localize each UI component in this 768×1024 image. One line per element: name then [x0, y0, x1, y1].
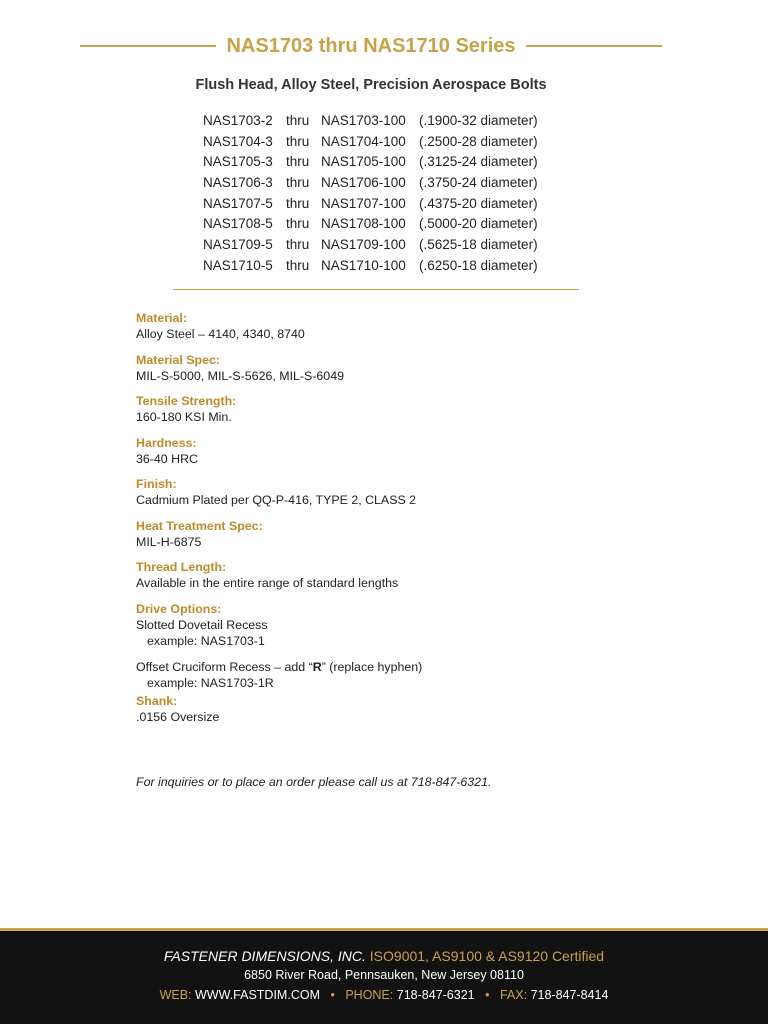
spec-material: [136, 311, 696, 343]
part-to: NAS1706-100: [321, 174, 406, 190]
part-thru: thru: [286, 216, 310, 232]
part-thru: thru: [286, 154, 310, 170]
spec-value: 160-180 KSI Min.: [136, 410, 232, 424]
web-label: WEB:: [159, 988, 192, 1002]
certifications: ISO9001, AS9100 & AS9120 Certified: [369, 948, 605, 964]
part-thru: thru: [286, 133, 310, 149]
footer-company-line: [0, 948, 768, 964]
part-row: [203, 110, 538, 131]
spec-value: MIL-H-6875: [136, 534, 202, 549]
spec-value: .0156 Oversize: [136, 709, 220, 724]
drive-option-offset-suffix: ” (replace hyphen): [321, 659, 423, 674]
part-row: [203, 151, 538, 172]
separator-dot: •: [330, 988, 335, 1002]
spec-label: Tensile Strength:: [136, 394, 237, 408]
spacer: [136, 650, 696, 659]
part-from: NAS1710-5: [203, 257, 273, 273]
spec-thread-length: [136, 560, 696, 592]
part-to: NAS1704-100: [321, 133, 406, 149]
part-from: NAS1705-3: [203, 154, 273, 170]
part-thru: thru: [286, 112, 310, 128]
footer-address: 6850 River Road, Pennsauken, New Jersey 08110: [244, 968, 524, 982]
part-diameter: (.5000-20 diameter): [419, 216, 538, 232]
fax-number: 718-847-8414: [530, 988, 609, 1002]
spec-value: Available in the entire range of standard lengths: [136, 576, 399, 590]
part-diameter: (.3750-24 diameter): [419, 174, 538, 190]
part-from: NAS1703-2: [203, 112, 273, 128]
part-to: NAS1709-100: [321, 236, 406, 252]
part-diameter: (.1900-32 diameter): [419, 112, 538, 128]
separator-dot: •: [485, 988, 490, 1002]
part-to: NAS1707-100: [321, 195, 406, 211]
part-thru: thru: [286, 236, 310, 252]
part-to: NAS1708-100: [321, 216, 406, 232]
title-rule-right: [526, 45, 662, 47]
spec-tensile-strength: [136, 394, 696, 426]
part-row: [203, 213, 538, 234]
part-row: [203, 172, 538, 193]
company-name: FASTENER DIMENSIONS, INC.: [163, 948, 366, 964]
part-from: NAS1708-5: [203, 216, 273, 232]
part-to: NAS1703-100: [321, 112, 406, 128]
drive-option-offset-prefix: Offset Cruciform Recess – add “: [136, 659, 313, 674]
spec-drive-options: [136, 602, 696, 692]
title-rule-left: [80, 45, 216, 47]
drive-option-offset-example: example: NAS1703-1R: [147, 676, 274, 690]
part-to: NAS1710-100: [321, 257, 406, 273]
spec-finish: [136, 477, 696, 509]
parts-table: [203, 110, 538, 276]
part-row: [203, 131, 538, 152]
part-diameter: (.2500-28 diameter): [419, 133, 538, 149]
page-title: NAS1703 thru NAS1710 Series: [226, 34, 516, 57]
spec-label: Material:: [136, 311, 187, 325]
spec-value: 36-40 HRC: [136, 451, 198, 466]
part-thru: thru: [286, 195, 310, 211]
phone-label: PHONE:: [345, 988, 394, 1002]
part-thru: thru: [286, 257, 310, 273]
part-row: [203, 234, 538, 255]
spec-shank: [136, 694, 696, 726]
part-from: NAS1704-3: [203, 133, 273, 149]
part-row: [203, 193, 538, 214]
drive-option-offset-bold: R: [312, 659, 322, 674]
drive-option-slotted-example: example: NAS1703-1: [147, 634, 265, 648]
title-row: [80, 31, 662, 61]
drive-option-slotted: Slotted Dovetail Recess: [136, 617, 268, 632]
web-link[interactable]: WWW.FASTDIM.COM: [195, 988, 320, 1002]
spec-value: Cadmium Plated per QQ-P-416, TYPE 2, CLASS 2: [136, 493, 417, 507]
fax-label: FAX:: [499, 988, 528, 1002]
drive-option-offset: [136, 659, 696, 676]
part-from: NAS1706-3: [203, 174, 273, 190]
spec-label: Shank:: [136, 693, 178, 708]
part-from: NAS1707-5: [203, 195, 273, 211]
footer-accent-line: [0, 928, 768, 931]
footer-contact-line: [0, 988, 768, 1002]
spec-label: Heat Treatment Spec:: [136, 518, 263, 533]
part-diameter: (.4375-20 diameter): [419, 195, 538, 211]
spec-material-spec: [136, 353, 696, 385]
spec-label: Thread Length:: [136, 560, 227, 574]
spec-value: Alloy Steel – 4140, 4340, 8740: [136, 327, 305, 341]
spec-value: MIL-S-5000, MIL-S-5626, MIL-S-6049: [136, 368, 344, 383]
spec-label: Drive Options:: [136, 601, 222, 616]
inquiry-note: For inquiries or to place an order please call us at 718-847-6321.: [136, 775, 492, 789]
part-row: [203, 255, 538, 276]
part-diameter: (.5625-18 diameter): [419, 236, 538, 252]
parts-table-body: [203, 110, 538, 276]
part-to: NAS1705-100: [321, 154, 406, 170]
spec-label: Material Spec:: [136, 352, 221, 367]
specs-section: [136, 311, 696, 735]
section-divider: [173, 289, 579, 290]
part-diameter: (.6250-18 diameter): [419, 257, 538, 273]
page-subtitle: Flush Head, Alloy Steel, Precision Aerospace Bolts: [195, 77, 547, 93]
spec-hardness: [136, 436, 696, 468]
part-diameter: (.3125-24 diameter): [419, 154, 538, 170]
spec-heat-treatment: [136, 519, 696, 551]
footer: [0, 928, 768, 1024]
phone-number[interactable]: 718-847-6321: [396, 988, 475, 1002]
spec-label: Hardness:: [136, 435, 197, 450]
part-thru: thru: [286, 174, 310, 190]
spec-label: Finish:: [136, 477, 177, 491]
part-from: NAS1709-5: [203, 236, 273, 252]
